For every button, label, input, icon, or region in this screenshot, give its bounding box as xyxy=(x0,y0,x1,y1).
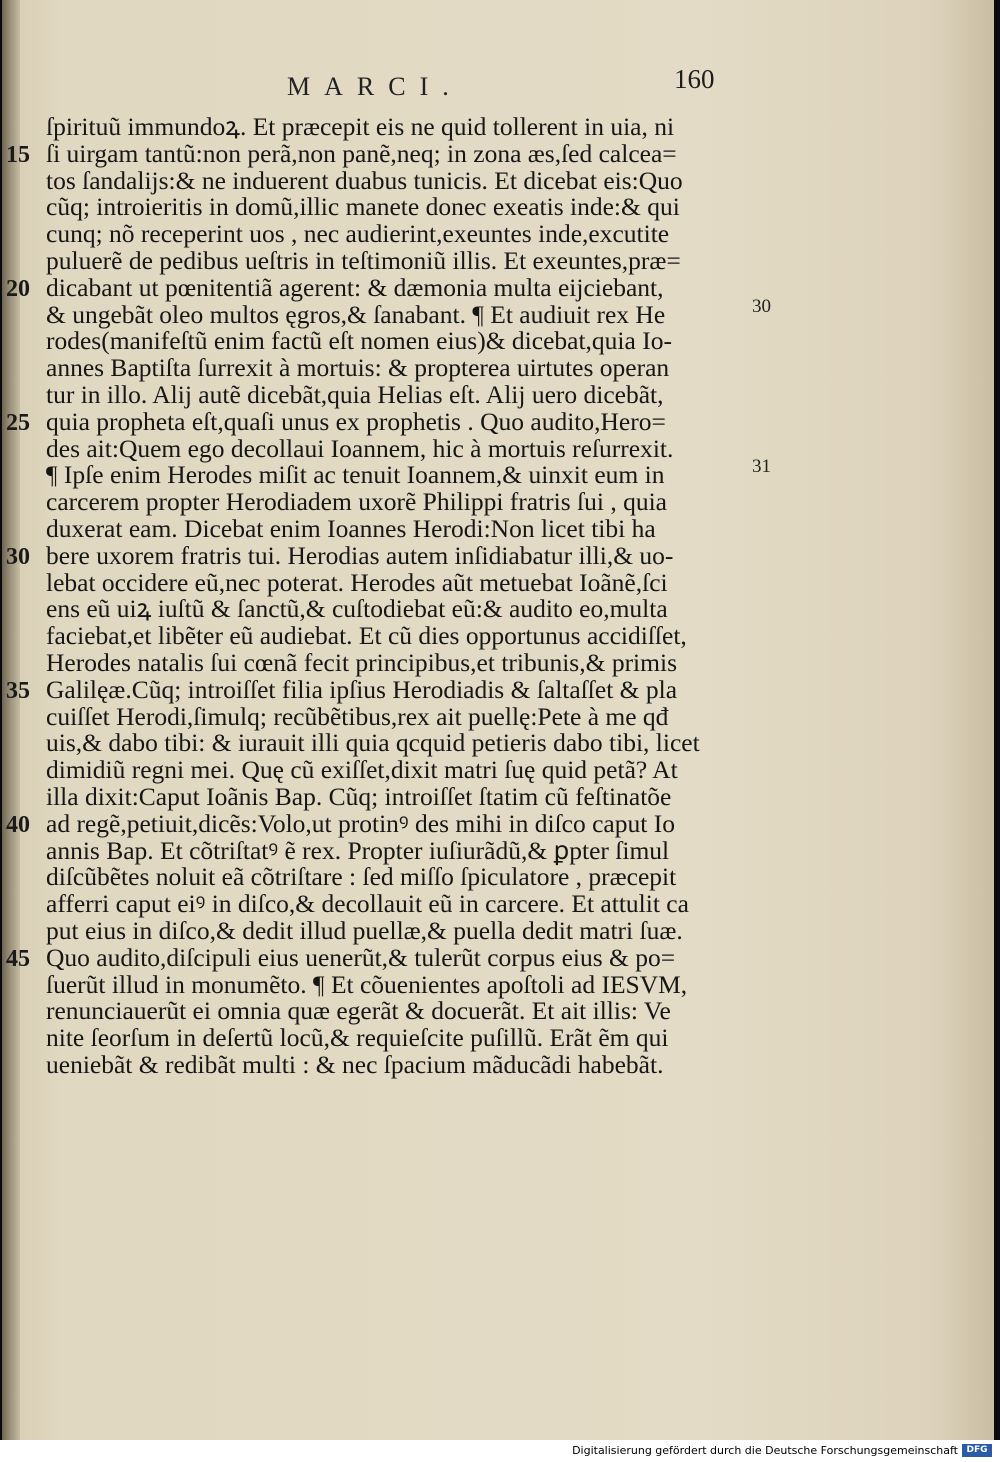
text-line: rodes(manifeſtũ enim factũ eſt nomen eius)& dicebat,quia Io- xyxy=(46,326,672,356)
text-line: dicabant ut pœnitentiã agerent: & dæmonia multa eijciebant, xyxy=(46,272,664,302)
text-line: faciebat,et libẽter eũ audiebat. Et cũ dies opportunus accidiſſet, xyxy=(46,621,687,651)
text-line: put eius in diſco,& dedit illud puellæ,& puella dedit matri ſuæ. xyxy=(46,915,683,945)
text-line: annes Baptiſta ſurrexit à mortuis: & propterea uirtutes operan xyxy=(46,353,670,383)
margin-line-number: 35 xyxy=(6,677,30,704)
text-line: dimidiũ regni mei. Quę cũ exiſſet,dixit matri ſuę quid petã? At xyxy=(46,755,678,785)
dfg-logo: DFG xyxy=(962,1444,992,1457)
text-line: Galilęæ.Cũq; introiſſet filia ipſius Herodiadis & ſaltaſſet & pla xyxy=(46,674,678,704)
text-line: ueniebãt & redibãt multi : & nec ſpacium mãducãdi habebãt. xyxy=(46,1049,664,1079)
page-header xyxy=(2,64,994,112)
text-line: cuiſſet Herodi,ſimulq; recũbẽtibus,rex ait puellę:Pete à me qđ xyxy=(46,701,669,731)
text-line: diſcũbẽtes noluit eã cõtriſtare : ſed miſſo ſpiculatore , præcepit xyxy=(46,862,677,892)
digitization-credit: Digitalisierung gefördert durch die Deutsche Forschungsgemeinschaft xyxy=(572,1444,958,1457)
text-line: des ait:Quem ego decollaui Ioannem, hic à mortuis reſurrexit. xyxy=(46,433,674,463)
text-line: ſpirituũ immundoꝝ. Et præcepit eis ne quid tollerent in uia, ni xyxy=(46,112,675,141)
margin-line-number: 25 xyxy=(6,409,30,436)
text-line: illa dixit:Caput Ioãnis Bap. Cũq; introiſſet ſtatim cũ feſtinatõe xyxy=(46,781,672,811)
text-line: duxerat eam. Dicebat enim Ioannes Herodi:Non licet tibi ha xyxy=(46,513,656,543)
text-line: Quo audito,diſcipuli eius uenerũt,& tulerũt corpus eius & po= xyxy=(46,942,676,972)
margin-line-number: 40 xyxy=(6,811,30,838)
text-line: & ungebãt oleo multos ęgros,& ſanabant. ¶ Et audiuit rex He xyxy=(46,299,666,329)
margin-line-number: 45 xyxy=(6,945,30,972)
text-line: nite ſeorſum in deſertũ locũ,& requieſcite puſillũ. Erãt ẽm qui xyxy=(46,1023,669,1053)
text-line: lebat occidere eũ,nec poterat. Herodes aũt metuebat Ioãnẽ,ſci xyxy=(46,567,668,597)
page-number: 160 xyxy=(674,64,715,94)
text-line: ens eũ uiꝝ iuſtũ & ſanctũ,& cuſtodiebat eũ:& audito eo,multa xyxy=(46,594,668,624)
margin-verse-number: 30 xyxy=(752,295,771,317)
text-line: ad regẽ,petiuit,dicẽs:Volo,ut protinꝰ des mihi in diſco caput Io xyxy=(46,808,675,838)
text-line: bere uxorem fratris tui. Herodias autem inſidiabatur illi,& uo- xyxy=(46,540,674,570)
text-line: renunciauerũt ei omnia quæ egerãt & docuerãt. Et ait illis: Ve xyxy=(46,996,671,1026)
book-page xyxy=(2,0,994,1440)
footer-bar xyxy=(0,1440,1000,1462)
text-line: carcerem propter Herodiadem uxorẽ Philippi fratris ſui , quia xyxy=(46,487,667,517)
margin-verse-number: 31 xyxy=(752,456,771,478)
text-line: tos ſandalijs:& ne induerent duabus tunicis. Et dicebat eis:Quo xyxy=(46,165,683,195)
page-binding-shadow xyxy=(2,0,20,1440)
running-head: MARCI. xyxy=(287,72,463,101)
text-line: afferri caput eiꝰ in diſco,& decollauit eũ in carcere. Et attulit ca xyxy=(46,889,689,919)
text-line: ¶ Ipſe enim Herodes miſit ac tenuit Ioannem,& uinxit eum in xyxy=(46,460,665,490)
text-line: annis Bap. Et cõtriſtatꝰ ẽ rex. Propter iuſiurãdũ,& ꝑpter ſimul xyxy=(46,835,670,865)
margin-line-number: 20 xyxy=(6,275,30,302)
text-line: quia propheta eſt,quaſi unus ex prophetis . Quo audito,Hero= xyxy=(46,406,666,436)
margin-line-number: 15 xyxy=(6,141,30,168)
text-line: puluerẽ de pedibus ueſtris in teſtimoniũ illis. Et exeuntes,præ= xyxy=(46,245,681,275)
text-line: cũq; introieritis in domũ,illic manete donec exeatis inde:& qui xyxy=(46,192,680,222)
text-line: cunq; nõ receperint uos , nec audierint,exeuntes inde,excutite xyxy=(46,219,670,249)
text-line: ſi uirgam tantũ:non perã,non panẽ,neq; in zona æs,ſed calcea= xyxy=(46,138,677,168)
body-text xyxy=(46,114,766,1079)
text-line: tur in illo. Alij autẽ dicebãt,quia Helias eſt. Alij uero dicebãt, xyxy=(46,379,664,409)
text-line: Herodes natalis ſui cœnã fecit principibus,et tribunis,& primis xyxy=(46,647,677,677)
margin-line-number: 30 xyxy=(6,543,30,570)
text-line: ſuerũt illud in monumẽto. ¶ Et cõuenientes apoſtoli ad IESVM, xyxy=(46,969,688,999)
text-line: uis,& dabo tibi: & iurauit illi quia qcquid petieris dabo tibi, licet xyxy=(46,728,700,758)
